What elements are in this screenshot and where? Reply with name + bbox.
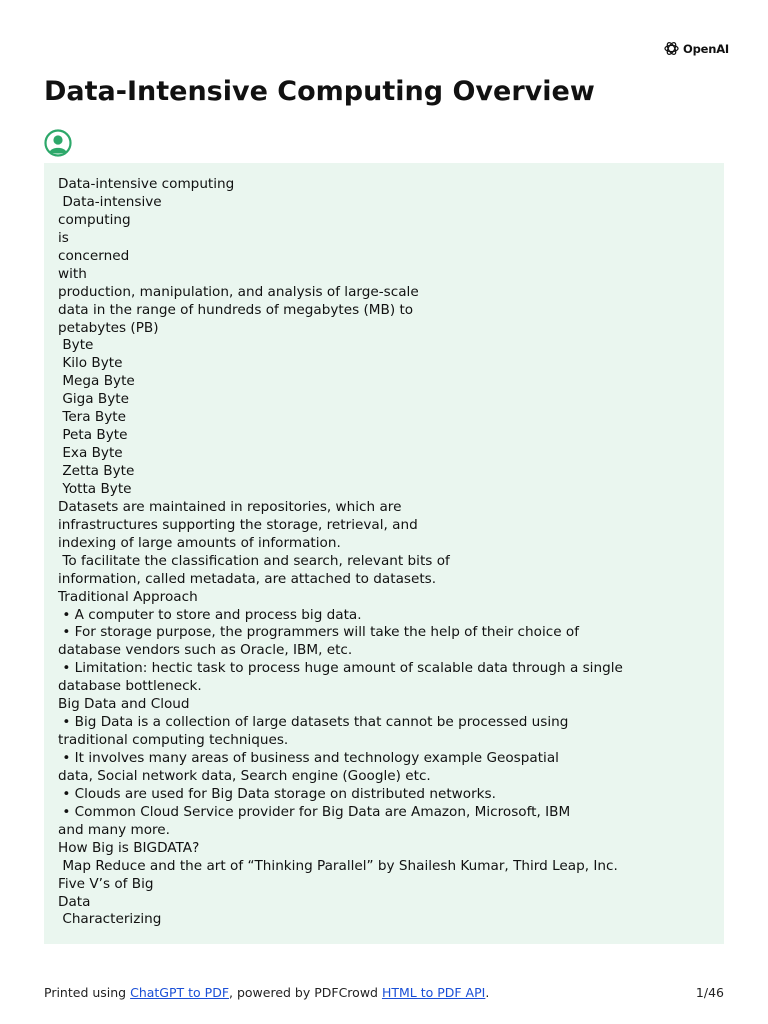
content-line: Traditional Approach (58, 588, 198, 605)
content-line: Data (58, 893, 91, 910)
content-line: Datasets are maintained in repositories, which are (58, 498, 402, 515)
content-line: production, manipulation, and analysis of large-scale (58, 283, 419, 300)
content-line: information, called metadata, are attached to datasets. (58, 570, 437, 587)
content-line: • Clouds are used for Big Data storage on distributed networks. (58, 785, 496, 802)
page-title: Data-Intensive Computing Overview (44, 76, 595, 107)
content-line: data, Social network data, Search engine (Google) etc. (58, 767, 431, 784)
content-line: concerned (58, 247, 130, 264)
content-line: Exa Byte (58, 445, 123, 462)
html-to-pdf-api-link[interactable]: HTML to PDF API (381, 985, 486, 1000)
content-line: Five V’s of Big (58, 875, 154, 892)
content-line: • For storage purpose, the programmers will take the help of their choice of (58, 624, 580, 641)
content-line: • Big Data is a collection of large datasets that cannot be processed using (58, 714, 569, 731)
message-content (44, 163, 724, 944)
content-line: indexing of large amounts of information. (58, 534, 341, 551)
content-line: Mega Byte (58, 373, 135, 390)
openai-logo-icon (663, 40, 680, 57)
content-line: Characterizing (58, 911, 162, 928)
content-line: database bottleneck. (58, 678, 202, 695)
content-line: data in the range of hundreds of megabytes (MB) to (58, 301, 414, 318)
content-line: petabytes (PB) (58, 319, 159, 336)
content-line: Big Data and Cloud (58, 696, 190, 713)
content-line: • Common Cloud Service provider for Big Data are Amazon, Microsoft, IBM (58, 803, 571, 820)
content-line: computing (58, 211, 131, 228)
content-line: is (58, 229, 69, 246)
content-line: Kilo Byte (58, 355, 123, 372)
content-line: Yotta Byte (58, 480, 132, 497)
content-line: database vendors such as Oracle, IBM, etc. (58, 642, 353, 659)
content-line: Tera Byte (58, 409, 126, 426)
content-line: To facilitate the classification and search, relevant bits of (58, 552, 450, 569)
content-line: • A computer to store and process big data. (58, 606, 362, 623)
page-number: 1/46 (695, 985, 724, 1000)
footer (44, 985, 724, 1000)
content-line: • It involves many areas of business and technology example Geospatial (58, 750, 559, 766)
content-line: Data-intensive computing (58, 176, 235, 192)
footer-suffix: . (485, 985, 490, 1000)
footer-middle: , powered by PDFCrowd (229, 985, 382, 1000)
content-line: with (58, 265, 87, 282)
content-line: Data-intensive (58, 193, 162, 210)
content-line: Byte (58, 337, 94, 354)
brand-name: OpenAI (683, 41, 729, 56)
content-line: traditional computing techniques. (58, 732, 289, 749)
user-avatar-icon (44, 129, 72, 157)
content-line: How Big is BIGDATA? (58, 839, 200, 856)
content-line: Map Reduce and the art of “Thinking Parallel” by Shailesh Kumar, Third Leap, Inc. (58, 857, 618, 874)
footer-prefix: Printed using (44, 985, 131, 1000)
content-line: Zetta Byte (58, 463, 135, 479)
brand-logo (663, 40, 729, 57)
content-line: infrastructures supporting the storage, retrieval, and (58, 516, 418, 533)
content-line: and many more. (58, 821, 170, 838)
content-line: Peta Byte (58, 427, 128, 444)
content-line: Giga Byte (58, 391, 129, 408)
chatgpt-to-pdf-link[interactable]: ChatGPT to PDF (130, 985, 230, 1000)
content-line: • Limitation: hectic task to process huge amount of scalable data through a single (58, 660, 623, 677)
